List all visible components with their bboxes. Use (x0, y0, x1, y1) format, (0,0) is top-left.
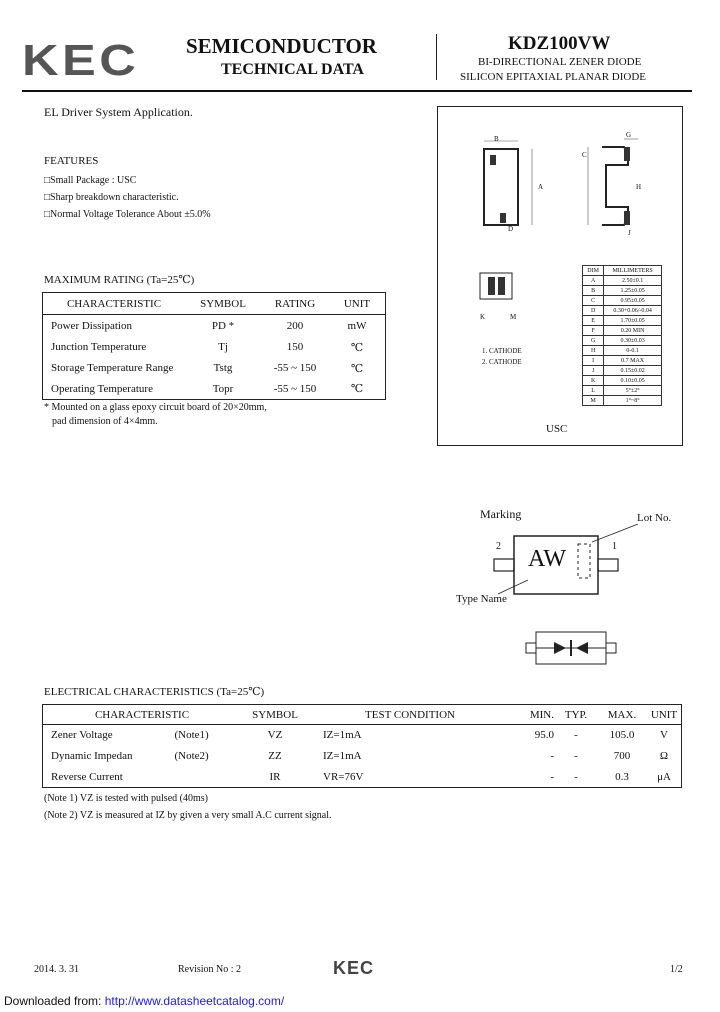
dim-label-h: H (636, 183, 642, 191)
feature-item: □Normal Voltage Tolerance About ±5.0% (44, 209, 211, 220)
dim-row: I 0.7 MAX (583, 356, 662, 366)
col-header: SYMBOL (252, 708, 298, 721)
dim-row: J 0.15±0.02 (583, 366, 662, 376)
marking-pin2: 2 (496, 541, 501, 552)
dim-label-k: K (480, 313, 486, 321)
electrical-note1: (Note 1) VZ is tested with pulsed (40ms) (44, 793, 208, 804)
max-rating-table (42, 292, 386, 400)
dim-row: H 0-0.1 (583, 346, 662, 356)
col-header: UNIT (343, 297, 371, 310)
zener-symbol-icon (516, 628, 626, 668)
marking-title: Marking (480, 507, 522, 521)
cathode2-label: 2. CATHODE (482, 358, 522, 366)
header-divider (436, 34, 437, 80)
dim-label-c: C (582, 151, 587, 159)
feature-item: □Small Package : USC (44, 175, 137, 186)
download-link[interactable]: http://www.datasheetcatalog.com/ (104, 994, 285, 1008)
electrical-title: ELECTRICAL CHARACTERISTICS (Ta=25℃) (44, 686, 265, 698)
kec-logo: KEC (22, 36, 140, 85)
dim-row: G 0.30±0.03 (583, 336, 662, 346)
col-header: CHARACTERISTIC (94, 708, 190, 721)
marking-code: AW (528, 546, 567, 572)
part-number: KDZ100VW (508, 33, 611, 54)
col-header: CHARACTERISTIC (66, 297, 162, 310)
table-row: Zener Voltage (Note1) VZ IZ=1mA 95.0 - 105.0 V (51, 729, 668, 742)
package-frame (437, 106, 683, 446)
table-row: Power Dissipation PD * 200 mW (51, 319, 367, 332)
dim-row: E 1.70±0.05 (583, 316, 662, 326)
table-row: Storage Temperature Range Tstg -55 ~ 150 ℃ (51, 362, 364, 375)
max-rating-title: MAXIMUM RATING (Ta=25℃) (44, 274, 195, 286)
dim-label-j: J (628, 229, 631, 237)
dim-row: L 5°±2° (583, 386, 662, 396)
max-rating-note2: pad dimension of 4×4mm. (52, 416, 158, 427)
features-title: FEATURES (44, 155, 99, 167)
col-header: TEST CONDITION (365, 708, 455, 721)
dim-label-d: D (508, 225, 514, 233)
dim-row: A 2.50±0.1 (583, 276, 662, 286)
dim-row: F 0.20 MIN (583, 326, 662, 336)
col-header: MIN. (529, 708, 554, 721)
col-header: MAX. (607, 708, 637, 721)
table-row: Dynamic Impedan (Note2) ZZ IZ=1mA - - 700 Ω (51, 750, 669, 762)
dim-label-g: G (626, 131, 632, 139)
dim-row: B 1.25±0.05 (583, 286, 662, 296)
features-list (44, 172, 211, 223)
lot-no-label: Lot No. (637, 512, 672, 524)
feature-item: □Sharp breakdown characteristic. (44, 192, 179, 203)
type-name-label: Type Name (456, 593, 507, 605)
electrical-note2: (Note 2) VZ is measured at IZ by given a very small A.C current signal. (44, 810, 332, 821)
marking-diagram (488, 524, 668, 604)
footer-kec-logo: KEC (333, 958, 375, 978)
max-rating-note1: * Mounted on a glass epoxy circuit board of 20×20mm, (44, 402, 267, 413)
dim-label-b: B (494, 135, 499, 143)
table-row: Reverse Current IR VR=76V - - 0.3 μA (51, 770, 671, 783)
footer-date: 2014. 3. 31 (34, 964, 79, 975)
electrical-table (42, 704, 682, 788)
header-rule (22, 90, 692, 92)
marking-pin1: 1 (612, 541, 617, 552)
col-header: UNIT (650, 708, 678, 721)
dim-label-m: M (510, 313, 517, 321)
dimension-table: DIM MILLIMETERS A 2.50±0.1 B 1.25±0.05 C 0.95±0.05 D 0.30+0.06/-0.04 E 1.70±0.05 F 0.20 MIN G 0.30±0.03 H 0-0.1 I 0.7 MAX J 0.15±0.02 K 0.10±0.05 L 5°±2° M 1°~8° (582, 265, 662, 406)
download-bar (0, 994, 720, 1012)
footer-page: 1/2 (670, 964, 683, 975)
col-header: SYMBOL (200, 297, 246, 310)
table-row: Junction Temperature Tj 150 ℃ (51, 341, 364, 354)
dim-row: M 1°~8° (583, 396, 662, 406)
package-name: USC (546, 423, 568, 435)
table-row: Operating Temperature Topr -55 ~ 150 ℃ (51, 382, 364, 396)
download-label: Downloaded from: (4, 994, 102, 1008)
subtitle-line1: BI-DIRECTIONAL ZENER DIODE (478, 56, 642, 68)
dim-row: D 0.30+0.06/-0.04 (583, 306, 662, 316)
dim-label-a: A (538, 183, 544, 191)
application-text: EL Driver System Application. (44, 105, 193, 119)
semiconductor-title: SEMICONDUCTOR (186, 34, 377, 58)
subtitle-line2: SILICON EPITAXIAL PLANAR DIODE (460, 71, 647, 83)
col-header: TYP. (564, 708, 588, 721)
dim-row: C 0.95±0.05 (583, 296, 662, 306)
dim-row: K 0.10±0.05 (583, 376, 662, 386)
col-header: RATING (274, 297, 316, 310)
technical-data-title: TECHNICAL DATA (221, 61, 364, 78)
cathode1-label: 1. CATHODE (482, 347, 522, 355)
footer-revision: Revision No : 2 (178, 964, 242, 975)
